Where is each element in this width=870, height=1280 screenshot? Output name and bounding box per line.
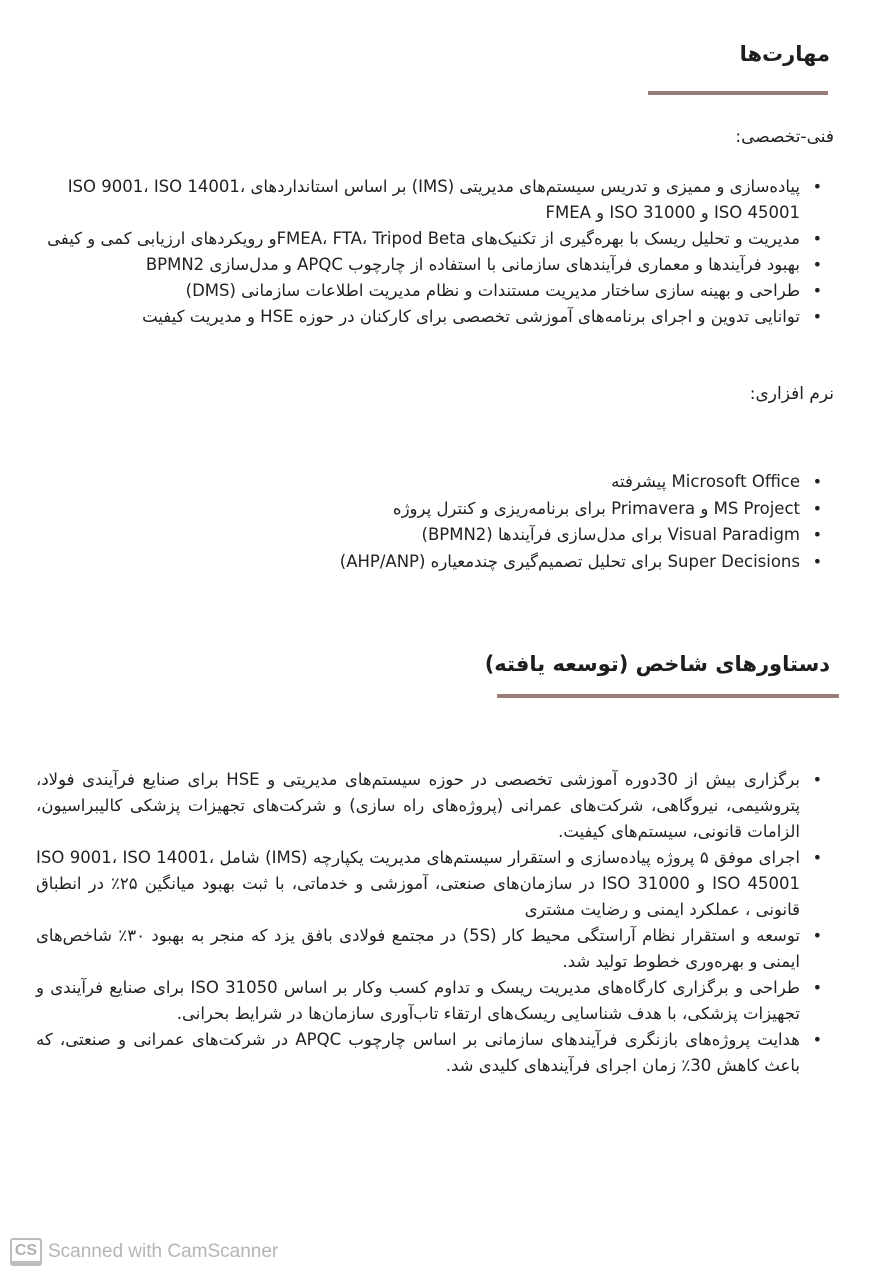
list-item: • توانایی تدوین و اجرای برنامه‌های آموزشی تخصصی برای کارکنان در حوزه HSE و مدیریت کیفیت — [46, 304, 826, 330]
camscanner-logo-icon: CS — [10, 1238, 42, 1266]
software-skills-list — [266, 469, 826, 575]
list-item: • طراحی و برگزاری کارگاه‌های مدیریت ریسک و تداوم کسب وکار بر اساس ISO 31050 برای صنایع فرآیندی و تجهیزات پزشکی، با هدف شناسایی ریسک‌های ارتقاء تاب‌آوری سازمان‌ها در شرایط بحرانی. — [36, 975, 826, 1027]
camscanner-watermark — [10, 1238, 278, 1266]
list-item: • Visual Paradigm برای مدل‌سازی فرآیندها (BPMN2) — [266, 522, 826, 549]
list-item: • Microsoft Office پیشرفته — [266, 469, 826, 496]
list-item: • طراحی و بهینه سازی ساختار مدیریت مستندات و نظام مدیریت اطلاعات سازمانی (DMS) — [46, 278, 826, 304]
watermark-text: Scanned with CamScanner — [48, 1241, 279, 1262]
list-item: • مدیریت و تحلیل ریسک با بهره‌گیری از تکنیک‌های FMEA، FTA، Tripod Betaو رویکردهای ارزیابی کمی و کیفی — [46, 226, 826, 252]
list-item: • بهبود فرآیندها و معماری فرآیندهای سازمانی با استفاده از چارچوب APQC و مدل‌سازی BPMN2 — [46, 252, 826, 278]
list-item: • پیاده‌سازی و ممیزی و تدریس سیستم‌های مدیریتی (IMS) بر اساس استانداردهای ISO 9001، ISO 14001، ISO 45001 و ISO 31000 و FMEA — [46, 174, 826, 226]
achievements-heading: دستاورهای شاخص (توسعه یافته) — [484, 652, 830, 676]
technical-label: فنی-تخصصی: — [735, 127, 834, 147]
achievements-list — [36, 767, 826, 1079]
list-item: • اجرای موفق ۵ پروژه پیاده‌سازی و استقرار سیستم‌های مدیریت یکپارچه (IMS) شامل ISO 9001، ISO 14001، ISO 45001 و ISO 31000 در سازمان‌های صنعتی، آموزشی و خدماتی، با ثبت بهبود میانگین ۲۵٪ در انطباق قانونی ، عملکرد ایمنی و رضایت مشتری — [36, 845, 826, 923]
list-item: • Super Decisions برای تحلیل تصمیم‌گیری چندمعیاره (AHP/ANP) — [266, 549, 826, 576]
achievements-divider — [497, 694, 839, 698]
skills-heading: مهارت‌ها — [739, 42, 830, 66]
list-item: • هدایت پروژه‌های بازنگری فرآیندهای سازمانی بر اساس چارچوب APQC در شرکت‌های عمرانی و صنعتی، که باعث کاهش 30٪ زمان اجرای فرآیندهای کلیدی شد. — [36, 1027, 826, 1079]
technical-skills-list — [46, 174, 826, 330]
list-item: • MS Project و Primavera برای برنامه‌ریزی و کنترل پروژه — [266, 496, 826, 523]
skills-divider — [648, 91, 828, 95]
list-item: • برگزاری بیش از 30دوره آموزشی تخصصی در حوزه سیستم‌های مدیریتی و HSE برای صنایع فرآیندی فولاد، پتروشیمی، نیروگاهی، شرکت‌های عمرانی (پروژه‌های راه سازی) و شرکت‌های تجهیزات پزشکی کالیبراسیون، الزامات قانونی، سیستم‌های کیفیت. — [36, 767, 826, 845]
software-label: نرم افزاری: — [749, 384, 834, 404]
list-item: • توسعه و استقرار نظام آراستگی محیط کار (5S) در مجتمع فولادی بافق یزد که منجر به بهبود ۳۰٪ شاخص‌های ایمنی و بهره‌وری خطوط تولید شد. — [36, 923, 826, 975]
